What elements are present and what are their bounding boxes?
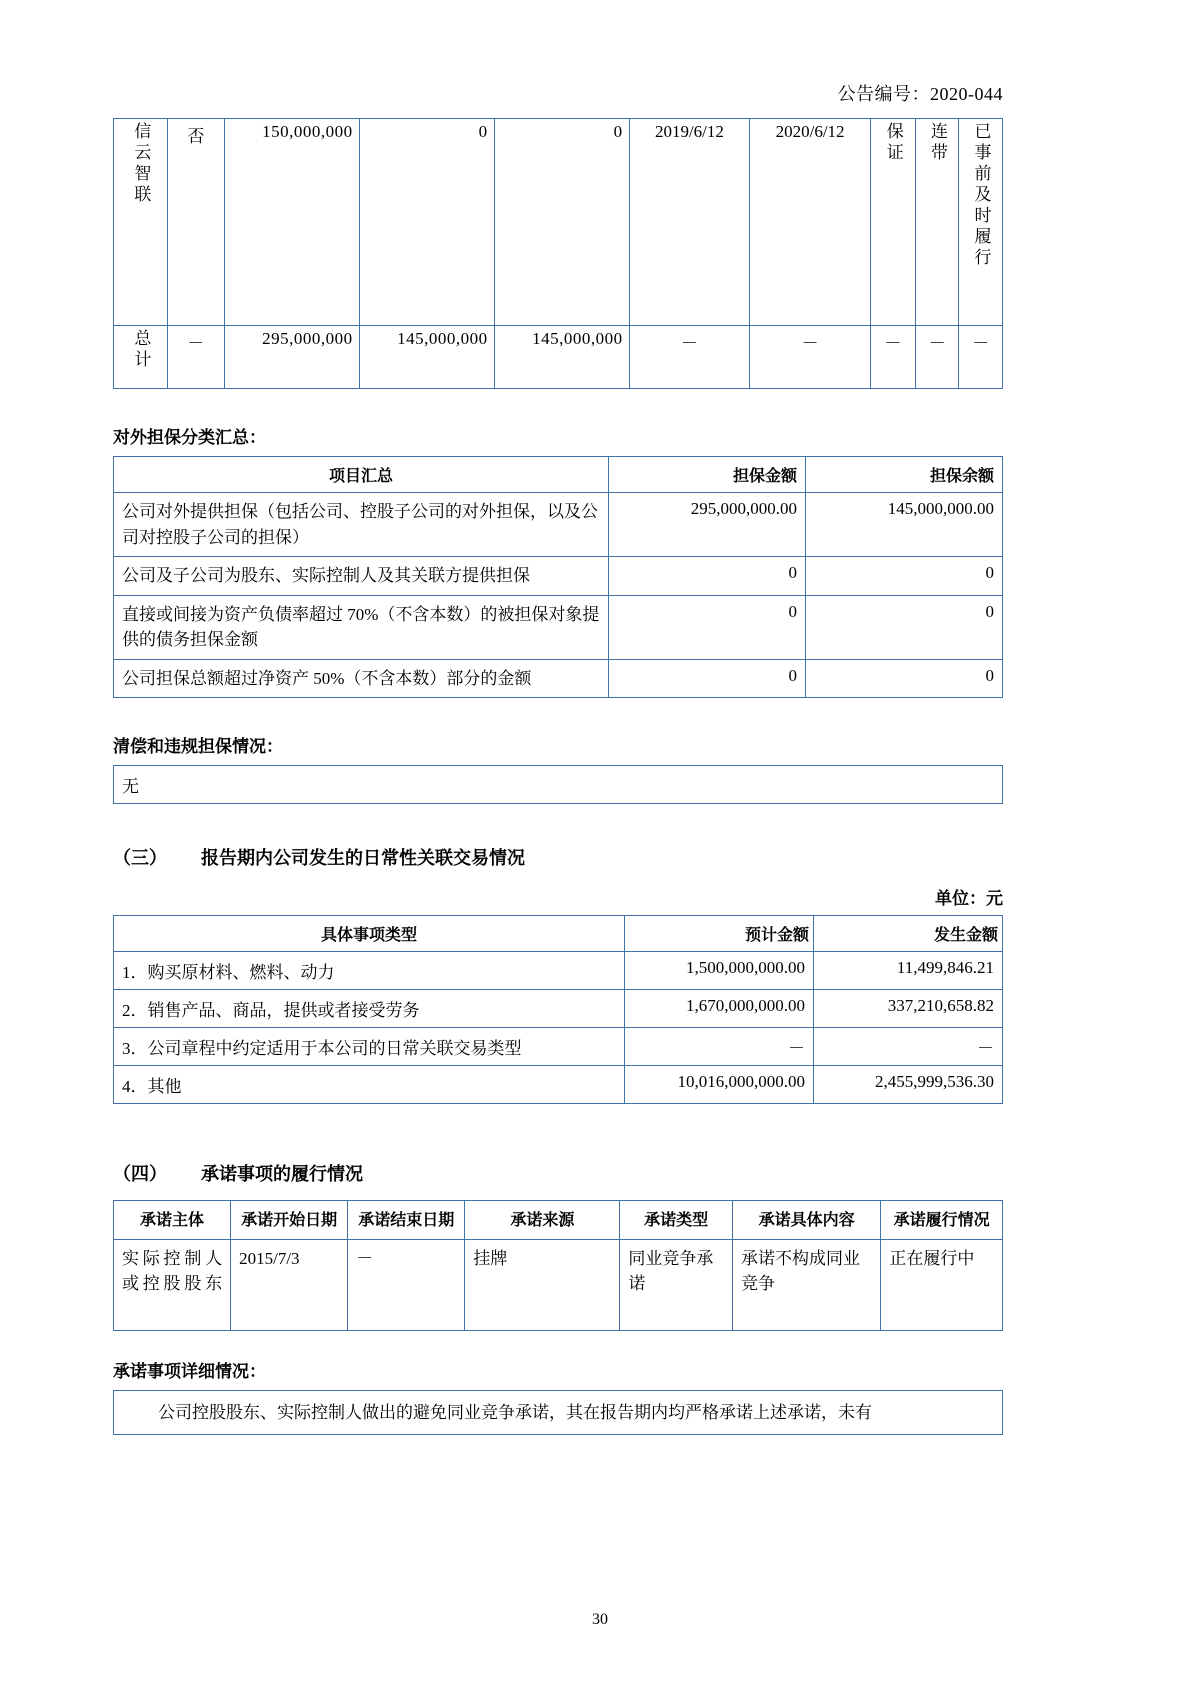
guarantee-total-type: － [870,326,915,389]
guarantee-end-date: 2020/6/12 [750,119,871,326]
col-actual: 发生金额 [814,916,1003,952]
guarantee-liability: 连带 [915,119,959,326]
rel-expected: 1,500,000,000.00 [625,952,814,990]
guarantee-total-start: － [629,326,750,389]
col-type: 承诺类型 [620,1201,733,1240]
guarantee-total-label: 总计 [114,326,168,389]
rel-expected: 1,670,000,000.00 [625,990,814,1028]
table-row [114,1028,1003,1066]
guarantee-type: 保证 [870,119,915,326]
guarantee-col4: 0 [494,119,629,326]
guarantee-start-date: 2019/6/12 [629,119,750,326]
related-transactions-heading [113,844,1003,870]
unit-label: 单位：元 [935,889,1003,909]
summary-item: 公司担保总额超过净资产 50%（不含本数）部分的金额 [114,659,609,698]
guarantee-total-liability: － [915,326,959,389]
table-row [114,493,1003,557]
col-start-date: 承诺开始日期 [231,1201,348,1240]
page-content [113,0,1003,1435]
commitment-detail-title: 承诺事项详细情况： [113,1361,266,1382]
col-status: 承诺履行情况 [881,1201,1003,1240]
repayment-value: 无 [113,765,1003,804]
table-header-row [114,457,1003,493]
col-balance: 担保余额 [806,457,1003,493]
col-item-type: 具体事项类型 [114,916,625,952]
cmt-content: 承诺不构成同业竞争 [733,1239,881,1330]
heading-index: （四） [113,1164,167,1185]
summary-item: 公司及子公司为股东、实际控制人及其关联方提供担保 [114,557,609,596]
commitments-heading [113,1160,1003,1186]
guarantee-total-status: － [959,326,1003,389]
external-guarantee-summary-table [113,456,1003,698]
external-guarantee-summary-title: 对外担保分类汇总： [113,428,266,448]
col-item: 项目汇总 [114,457,609,493]
heading-text: 承诺事项的履行情况 [201,1164,363,1185]
rel-expected: 10,016,000,000.00 [625,1066,814,1104]
col-source: 承诺来源 [465,1201,620,1240]
commitment-detail-text: 公司控股股东、实际控制人做出的避免同业竞争承诺，其在报告期内均严格承诺上述承诺，未有 [158,1402,872,1422]
cmt-source: 挂牌 [465,1239,620,1330]
summary-amount: 0 [609,595,806,659]
rel-item: 4．其他 [114,1066,625,1104]
guarantee-continued-table [113,118,1003,389]
cmt-subject: 实际控制人或控股股东 [114,1239,231,1330]
guarantee-amount: 150,000,000 [224,119,359,326]
guarantee-related-flag: 否 [168,119,225,326]
guarantee-total-amount: 295,000,000 [224,326,359,389]
related-transactions-table [113,915,1003,1104]
table-row [114,1239,1003,1330]
heading-index: （三） [113,848,167,869]
table-row [114,119,1003,326]
guarantee-total-related: － [168,326,225,389]
table-row [114,326,1003,389]
repayment-section-title: 清偿和违规担保情况： [113,737,283,757]
heading-text: 报告期内公司发生的日常性关联交易情况 [201,848,525,869]
guarantee-status: 已事前及时履行 [959,119,1003,326]
guarantee-total-col4: 145,000,000 [494,326,629,389]
rel-actual: 337,210,658.82 [814,990,1003,1028]
rel-item: 3．公司章程中约定适用于本公司的日常关联交易类型 [114,1028,625,1066]
rel-expected: － [625,1028,814,1066]
cmt-end-date: － [348,1239,465,1330]
summary-amount: 295,000,000.00 [609,493,806,557]
table-row [114,659,1003,698]
guarantee-subject-name: 信云智联 [114,119,168,326]
announcement-code: 公告编号：2020-044 [837,84,1003,104]
summary-balance: 0 [806,659,1003,698]
table-row [114,1066,1003,1104]
guarantee-total-end: － [750,326,871,389]
guarantee-col3: 0 [359,119,494,326]
cmt-status: 正在履行中 [881,1239,1003,1330]
table-row [114,952,1003,990]
table-row [114,990,1003,1028]
summary-item: 公司对外提供担保（包括公司、控股子公司的对外担保，以及公司对控股子公司的担保） [114,493,609,557]
col-end-date: 承诺结束日期 [348,1201,465,1240]
cmt-start-date: 2015/7/3 [231,1239,348,1330]
summary-balance: 145,000,000.00 [806,493,1003,557]
table-header-row [114,1201,1003,1240]
summary-balance: 0 [806,557,1003,596]
page-number: 30 [592,1611,608,1628]
rel-actual: 11,499,846.21 [814,952,1003,990]
table-row [114,595,1003,659]
guarantee-total-col3: 145,000,000 [359,326,494,389]
summary-item: 直接或间接为资产负债率超过 70%（不含本数）的被担保对象提供的债务担保金额 [114,595,609,659]
col-subject: 承诺主体 [114,1201,231,1240]
table-header-row [114,916,1003,952]
col-content: 承诺具体内容 [733,1201,881,1240]
rel-actual: － [814,1028,1003,1066]
commitment-detail-box [113,1390,1003,1435]
summary-balance: 0 [806,595,1003,659]
col-amount: 担保金额 [609,457,806,493]
col-expected: 预计金额 [625,916,814,952]
table-row [114,557,1003,596]
cmt-type: 同业竞争承诺 [620,1239,733,1330]
rel-actual: 2,455,999,536.30 [814,1066,1003,1104]
summary-amount: 0 [609,557,806,596]
rel-item: 1．购买原材料、燃料、动力 [114,952,625,990]
rel-item: 2．销售产品、商品，提供或者接受劳务 [114,990,625,1028]
summary-amount: 0 [609,659,806,698]
commitments-table [113,1200,1003,1331]
